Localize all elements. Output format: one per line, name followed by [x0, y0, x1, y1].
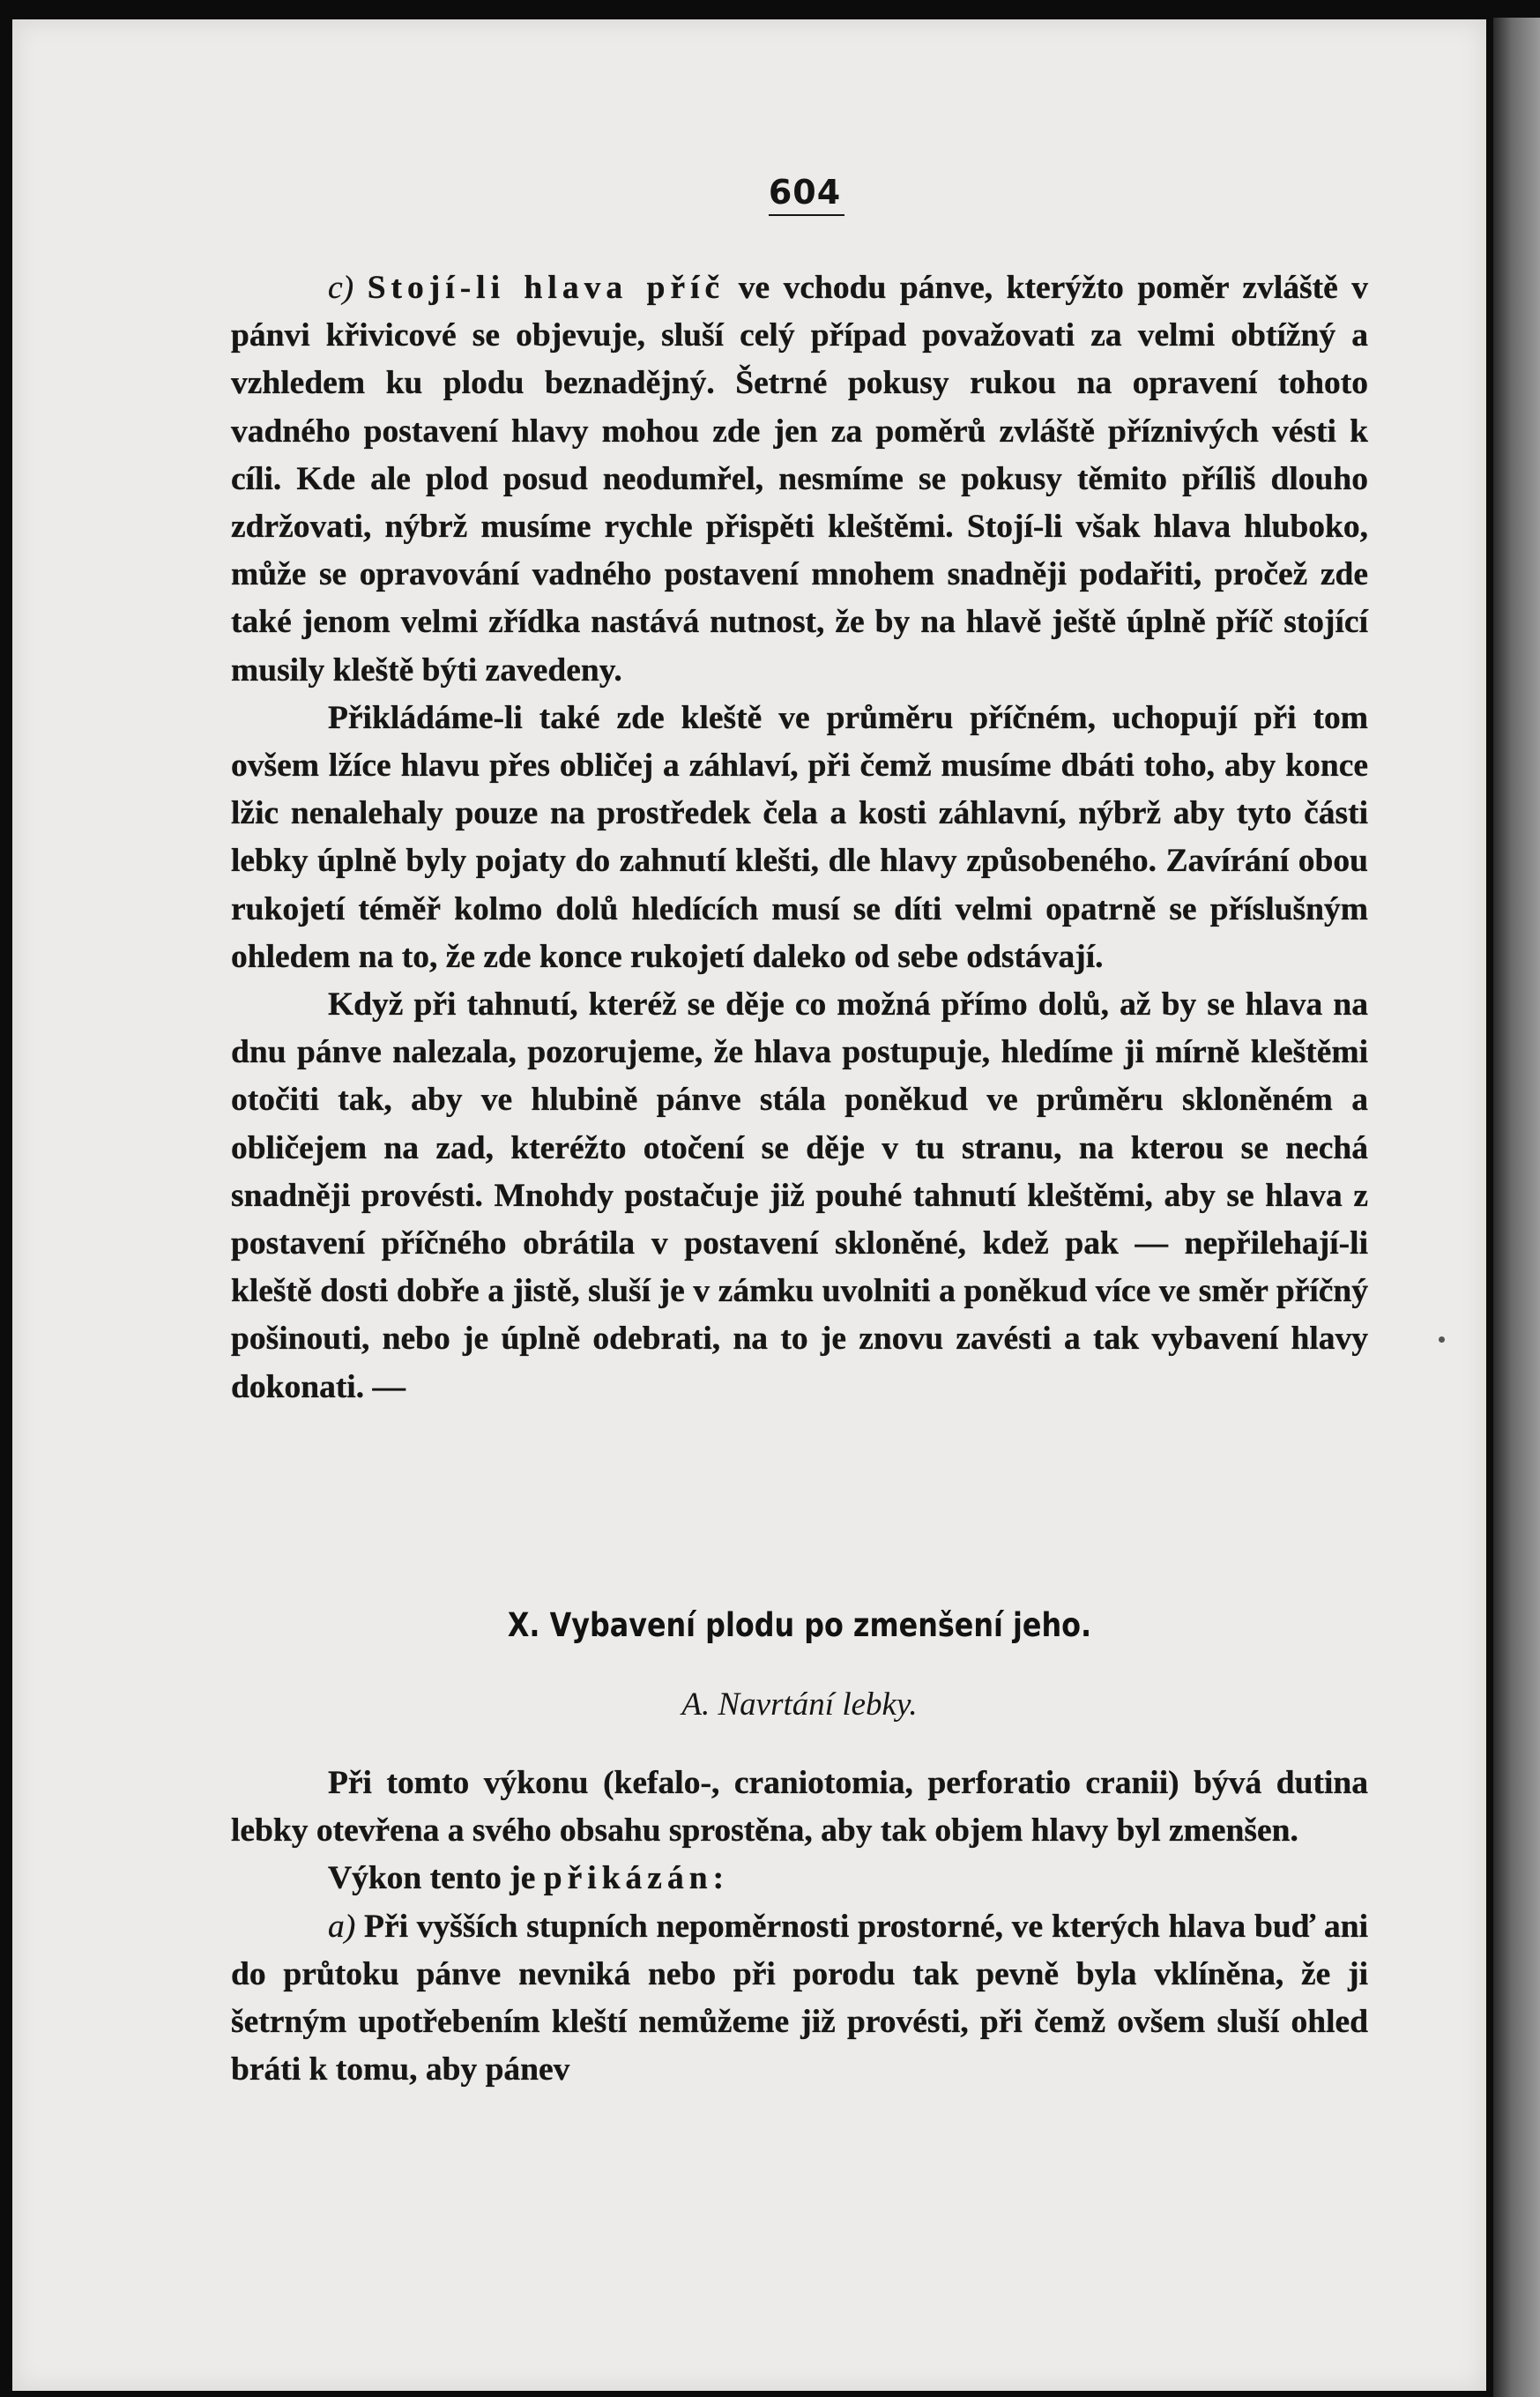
paragraph-5-spaced: přikázán — [543, 1860, 713, 1897]
page-number: 604 — [768, 173, 842, 212]
paragraph-5 — [231, 1855, 1368, 1902]
paragraph-c — [231, 264, 1368, 695]
paper-speck — [1439, 1336, 1445, 1343]
paragraph-3: Když při tahnutí, kteréž se děje co možná přímo dolů, až by se hlava na dnu pánve nalezala, pozorujeme, že hlava postupuje, hledíme ji mírně kleštěmi otočiti tak, aby ve hlubině pánve stála poněkud ve průměru skloněném a obličejem na zad, kteréžto otočení se děje v tu stranu, na kterou se nechá snadněji provésti. Mnohdy postačuje již pouhé tahnutí kleštěmi, aby se hlava z postavení příčného obrátila v postavení skloněné, kdež pak — nepřilehají-li kleště dosti dobře a jistě, sluší je v zámku uvolniti a poněkud více ve směr příčný pošinouti, nebo je úplně odebrati, na to je znovu zavésti a tak vybavení hlavy dokonati. — — [231, 986, 1368, 1405]
paragraph-5-tail: : — [712, 1860, 725, 1897]
main-text — [231, 264, 1368, 1411]
paragraph-c-marker: c) — [328, 270, 354, 306]
paragraph-6-text: Při vyšších stupních nepoměrnosti prostorné, ve kterých hlava buď ani do průtoku pánve nevniká nebo při porodu tak pevně byla vklíněna, že ji šetrným upotřebením kleští nemůžeme již provésti, při čemž ovšem sluší ohled bráti k tomu, aby pánev — [231, 1908, 1368, 2088]
section-subheading: A. Navrtání lebky. — [681, 1686, 918, 1723]
paragraph-c-spaced: Stojí-li hlava příč — [367, 270, 725, 306]
paragraph-2: Přikládáme-li také zde kleště ve průměru příčném, uchopují při tom ovšem lžíce hlavu přes obličej a záhlaví, při čemž musíme dbáti toho, aby konce lžic nenalehaly pouze na prostředek čela a kosti záhlavní, nýbrž aby tyto části lebky úplně byly pojaty do zahnutí klešti, dle hlavy způsobeného. Zavírání obou rukojetí téměř kolmo dolů hledících musí se díti velmi opatrně se příslušným ohledem na to, že zde konce rukojetí daleko od sebe odstávají. — [231, 699, 1368, 975]
paragraph-c-text: ve vchodu pánve, kterýžto poměr zvláště v pánvi křivicové se objevuje, sluší celý případ považovati za velmi obtížný a vzhledem ku plodu beznadějný. Šetrné pokusy rukou na opravení tohoto vadného postavení hlavy mohou zde jen za poměrů zvláště příznivých vésti k cíli. Kde ale plod posud neodumřel, nesmíme se pokusy těmito příliš dlouho zdržovati, nýbrž musíme rychle přispěti kleštěmi. Stojí-li však hlava hluboko, může se opravování vadného postavení mnohem snadněji podařiti, pročež zde také jenom velmi zřídka nastává nutnost, že by na hlavě ještě úplně příč stojící musily kleště býti zavedeny. — [231, 270, 1369, 689]
paragraph-5-lead: Výkon tento je — [328, 1860, 544, 1897]
section-heading: X. Vybavení plodu po zmenšení jeho. — [507, 1606, 1092, 1644]
adjacent-page-edge — [1493, 18, 1540, 2397]
paragraph-6-marker: a) — [328, 1908, 356, 1945]
section-text — [231, 1760, 1368, 2094]
paragraph-6 — [231, 1903, 1368, 2095]
paragraph-4: Při tomto výkonu (kefalo-, craniotomia, perforatio cranii) bývá dutina lebky otevřena a svého obsahu sprostěna, aby tak objem hlavy byl zmenšen. — [231, 1765, 1368, 1850]
page-number-rule — [769, 214, 844, 216]
